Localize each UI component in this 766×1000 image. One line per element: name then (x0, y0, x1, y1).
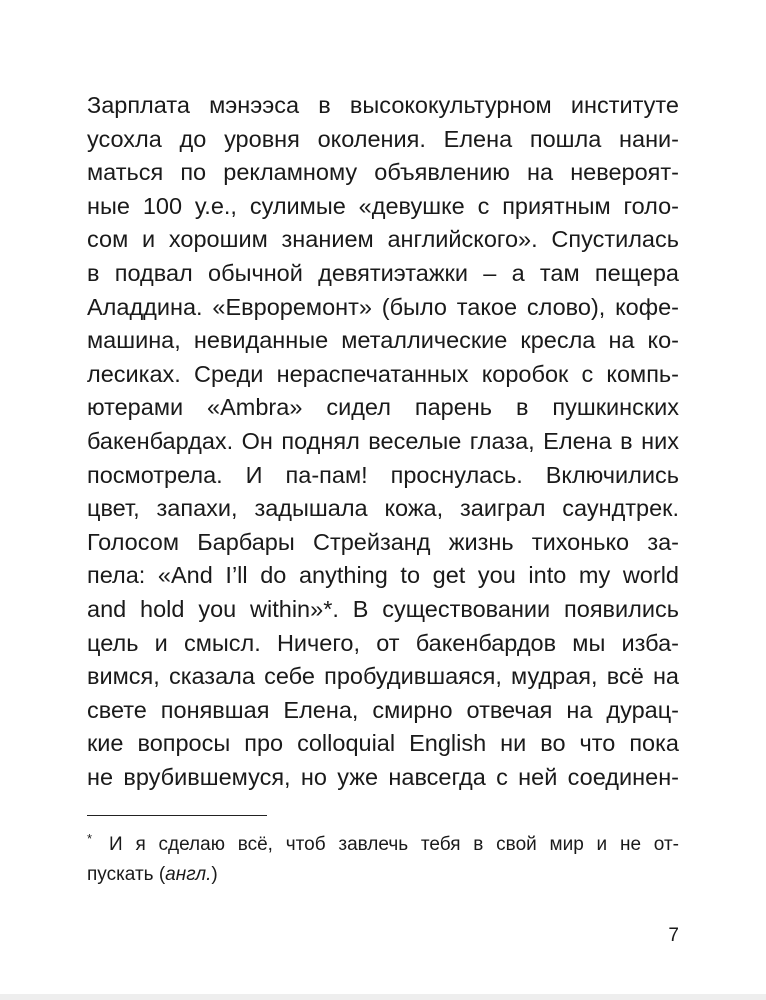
text-line: лесиках. Среди нераспечатанных коробок с компь- (87, 360, 679, 387)
text-line: не врубившемуся, но уже навсегда с ней соединен- (87, 763, 679, 790)
footnote (87, 830, 679, 890)
footnote-divider (87, 815, 267, 816)
text-line: пела: «And I’ll do anything to get you into my world (87, 562, 679, 589)
text-line: Голосом Барбары Стрейзанд жизнь тихонько за- (87, 528, 679, 555)
text-line: ные 100 у.е., сулимые «девушке с приятным голо- (87, 192, 679, 219)
footnote-text: ) (211, 864, 218, 885)
text-line: сом и хорошим знанием английского». Спустилась (87, 226, 679, 253)
text-line: посмотрела. И па-пам! проснулась. Включились (87, 461, 679, 488)
footnote-line (87, 830, 679, 860)
text-line: усохла до уровня околения. Елена пошла нани- (87, 125, 679, 152)
page-number: 7 (668, 925, 679, 946)
text-line: ютерами «Ambra» сидел парень в пушкинских (87, 394, 679, 421)
text-line: цвет, запахи, задышала кожа, заиграл саундтрек. (87, 495, 679, 522)
text-line: цель и смысл. Ничего, от бакенбардов мы изба- (87, 629, 679, 656)
footnote-text: пускать ( (87, 864, 166, 885)
footnote-marker: * (87, 831, 93, 846)
text-line: Аладдина. «Евроремонт» (было такое слово), кофе- (87, 293, 679, 320)
text-line: бакенбардах. Он поднял веселые глаза, Елена в них (87, 427, 679, 454)
footnote-text: И я сделаю всё, чтоб завлечь тебя в свой мир и не от- (109, 834, 679, 855)
text-line: маться по рекламному объявлению на невероят- (87, 159, 679, 186)
text-line: в подвал обычной девятиэтажки – а там пещера (87, 259, 679, 286)
text-line: вимся, сказала себе пробудившаяся, мудрая, всё на (87, 663, 679, 690)
footnote-language-note: англ. (165, 864, 212, 885)
page-bottom-edge (0, 994, 766, 1000)
text-line: свете понявшая Елена, смирно отвечая на дурац- (87, 696, 679, 723)
text-line: кие вопросы про colloquial English ни во что пока (87, 730, 679, 757)
text-line: машина, невиданные металлические кресла на ко- (87, 327, 679, 354)
footnote-line (87, 860, 679, 890)
text-line: Зарплата мэнээса в высококультурном институте (87, 92, 679, 118)
text-line: and hold you within»*. В существовании появились (87, 595, 679, 622)
body-text (87, 89, 679, 794)
